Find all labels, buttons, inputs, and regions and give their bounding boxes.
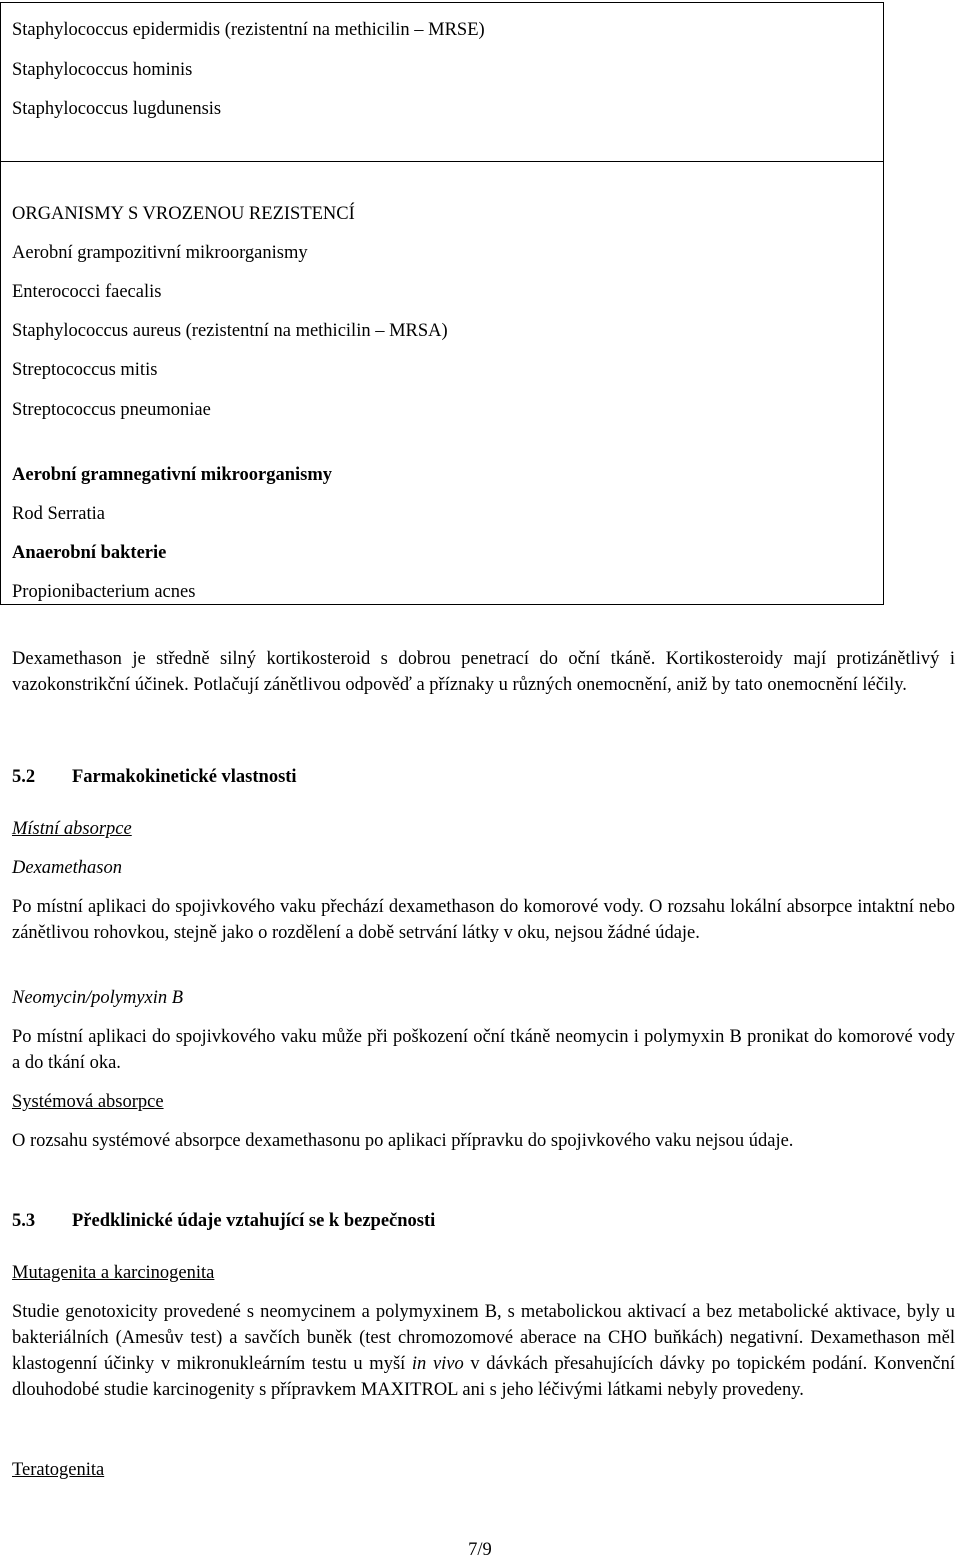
section-title: Předklinické údaje vztahující se k bezpečnosti bbox=[72, 1211, 436, 1231]
systemic-absorption-subtitle: Systémová absorpce bbox=[12, 1092, 164, 1112]
dexamethason-subtitle: Dexamethason bbox=[12, 858, 122, 878]
local-absorption-subtitle: Místní absorpce bbox=[12, 819, 132, 839]
organism-line: Streptococcus pneumoniae bbox=[12, 400, 211, 420]
organism-line: Rod Serratia bbox=[12, 504, 105, 524]
systemic-absorption-text: O rozsahu systémové absorpce dexamethasonu po aplikaci přípravku do spojivkového vaku nejsou údaje. bbox=[12, 1131, 794, 1151]
resistant-organisms-title: ORGANISMY S VROZENOU REZISTENCÍ bbox=[12, 204, 355, 224]
section-heading-5-3 bbox=[12, 1208, 435, 1234]
mutagenity-text-part: Studie genotoxicity provedené s neomycinem a polymyxinem B, s metabolickou aktivací a bez metabolické aktivace, byly u bakteriálních (Amesův test) a savčích buněk (test chromozomové aberace na CHO buňkách) negativní. Dexamethason měl klastogenní účinky v mikronukleárním testu u myší bbox=[12, 1302, 955, 1374]
organism-line: Staphylococcus epidermidis (rezistentní na methicilin ‒ MRSE) bbox=[12, 20, 485, 40]
neomycin-subtitle: Neomycin/polymyxin B bbox=[12, 988, 184, 1008]
organism-line: Streptococcus mitis bbox=[12, 360, 158, 380]
organism-line: Propionibacterium acnes bbox=[12, 582, 196, 602]
section-number: 5.3 bbox=[12, 1211, 36, 1231]
organism-line: Enterococci faecalis bbox=[12, 282, 162, 302]
teratogenity-subtitle: Teratogenita bbox=[12, 1460, 105, 1480]
organism-line: Staphylococcus hominis bbox=[12, 60, 193, 80]
organism-line: Staphylococcus lugdunensis bbox=[12, 99, 222, 119]
dexamethason-absorption-text: Po místní aplikaci do spojivkového vaku přechází dexamethason do komorové vody. O rozsahu lokální absorpce intaktní nebo zánětlivou rohovkou, stejně jako o rozdělení a době setrvání látky v oku, nejsou žádné údaje. bbox=[12, 897, 955, 943]
organism-line: Staphylococcus aureus (rezistentní na methicilin ‒ MRSA) bbox=[12, 321, 448, 341]
section-heading-5-2 bbox=[12, 764, 297, 790]
neomycin-text: Po místní aplikaci do spojivkového vaku může při poškození oční tkáně neomycin i polymyxin B pronikat do komorové vody a do tkání oka. bbox=[12, 1027, 955, 1073]
in-vivo-term: in vivo bbox=[411, 1354, 464, 1374]
section-title: Farmakokinetické vlastnosti bbox=[72, 767, 297, 787]
aerobic-gram-negative-title: Aerobní gramnegativní mikroorganismy bbox=[12, 465, 332, 485]
section-number: 5.2 bbox=[12, 767, 36, 787]
page-number: 7/9 bbox=[468, 1540, 492, 1560]
mutagenity-text bbox=[12, 1299, 955, 1403]
table-row-divider bbox=[1, 161, 883, 162]
mutagenity-subtitle: Mutagenita a karcinogenita bbox=[12, 1263, 215, 1283]
aerobic-gram-positive-title: Aerobní grampozitivní mikroorganismy bbox=[12, 243, 308, 263]
dexamethason-paragraph: Dexamethason je středně silný kortikosteroid s dobrou penetrací do oční tkáně. Kortikosteroidy mají protizánětlivý i vazokonstrikční účinek. Potlačují zánětlivou odpověď a příznaky u různých onemocnění, aniž by tato onemocnění léčily. bbox=[12, 649, 955, 695]
mutagenity-text-part: v dávkách přesahujících dávky po topickém podání. Konvenční dlouhodobé studie karcinogenity s přípravkem MAXITROL ani s jeho léčivými látkami nebyly provedeny. bbox=[12, 1354, 956, 1400]
anaerobic-title: Anaerobní bakterie bbox=[12, 543, 167, 563]
